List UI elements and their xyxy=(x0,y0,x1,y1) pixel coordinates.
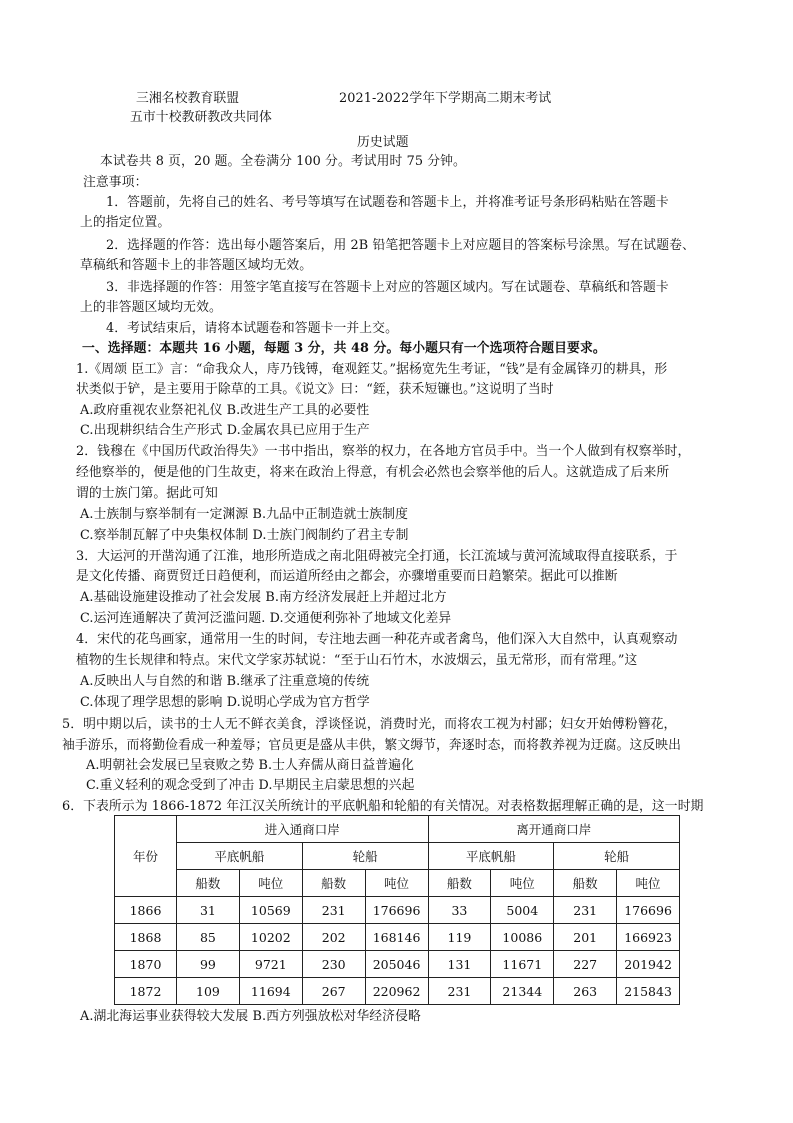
table-header-row xyxy=(115,816,680,843)
header-exam: 2021-2022学年下学期高二期末考试 xyxy=(339,91,552,106)
table-cell: 201942 xyxy=(617,951,680,978)
q6-options-ab: A.湖北海运事业获得较大发展 B.西方列强放松对华经济侵略 xyxy=(80,1009,421,1024)
table-cell: 166923 xyxy=(617,924,680,951)
q3-options-ab: A.基础设施建设推动了社会发展 B.南方经济发展赶上并超过北方 xyxy=(80,590,447,605)
table-cell: 10202 xyxy=(239,924,302,951)
q2-options-cd: C.察举制瓦解了中央集权体制 D.士族门阀制约了君主专制 xyxy=(80,528,409,543)
q4-text: 4．宋代的花鸟画家，通常用一生的时间，专注地去画一种花卉或者禽鸟，他们深入大自然中，认真观察动 xyxy=(76,632,678,647)
table-cell: 99 xyxy=(177,951,240,978)
note-4: 4．考试结束后，请将本试题卷和答题卡一并上交。 xyxy=(106,321,398,336)
table-row xyxy=(115,951,680,978)
ship-statistics-table xyxy=(114,815,680,1005)
header-enter-junk: 平底帆船 xyxy=(177,843,303,870)
cell-year: 1872 xyxy=(115,978,177,1005)
table-cell: 231 xyxy=(554,897,617,924)
table-cell: 231 xyxy=(428,978,491,1005)
table-cell: 168146 xyxy=(365,924,428,951)
q3-options-cd: C.运河连通解决了黄河泛滥问题. D.交通便利弥补了地域文化差异 xyxy=(80,611,452,626)
table-cell: 85 xyxy=(177,924,240,951)
q2-text-cont: 经他察举的，便是他的门生故吏，将来在政治上得意，有机会必然也会察举他的后人。这就造成了后来所 xyxy=(76,465,670,480)
table-cell: 267 xyxy=(302,978,365,1005)
header-leave-steam: 轮船 xyxy=(554,843,680,870)
header-count: 船数 xyxy=(302,870,365,897)
q1-options-ab: A.政府重视农业祭祀礼仪 B.改进生产工具的必要性 xyxy=(80,403,370,418)
note-2: 2．选择题的作答：选出每小题答案后，用 2B 铅笔把答题卡上对应题目的答案标号涂黑。写在试题卷、 xyxy=(106,238,695,253)
table-subheader-row xyxy=(115,870,680,897)
header-count: 船数 xyxy=(428,870,491,897)
table-cell: 10569 xyxy=(239,897,302,924)
q4-options-cd: C.体现了理学思想的影响 D.说明心学成为官方哲学 xyxy=(80,695,370,710)
table-cell: 205046 xyxy=(365,951,428,978)
table-cell: 215843 xyxy=(617,978,680,1005)
table-cell: 9721 xyxy=(239,951,302,978)
page-title: 历史试题 xyxy=(357,135,409,150)
q3-text: 3．大运河的开凿沟通了江淮，地形所造成之南北阻碍被完全打通，长江流域与黄河流域取得直接联系，于 xyxy=(76,549,678,564)
note-3-cont: 上的非答题区域均无效。 xyxy=(80,300,222,315)
header-leave-junk: 平底帆船 xyxy=(428,843,554,870)
table-row xyxy=(115,978,680,1005)
header-count: 船数 xyxy=(554,870,617,897)
q1-options-cd: C.出现耕织结合生产形式 D.金属农具已应用于生产 xyxy=(80,423,370,438)
table-cell: 176696 xyxy=(365,897,428,924)
table-cell: 202 xyxy=(302,924,365,951)
q2-options-ab: A.士族制与察举制有一定渊源 B.九品中正制造就士族制度 xyxy=(80,507,408,522)
cell-year: 1868 xyxy=(115,924,177,951)
table-cell: 119 xyxy=(428,924,491,951)
q2-text-cont2: 谓的士族门第。据此可知 xyxy=(76,486,218,501)
header-tonnage: 吨位 xyxy=(491,870,554,897)
table-cell: 11671 xyxy=(491,951,554,978)
table-subheader-row xyxy=(115,843,680,870)
cell-year: 1870 xyxy=(115,951,177,978)
section-heading: 一、选择题：本题共 16 小题，每题 3 分，共 48 分。每小题只有一个选项符合题目要求。 xyxy=(82,341,606,356)
q3-text-cont: 是文化传播、商贾贸迁日趋便利，而运道所经由之都会，亦骤增重要而日趋繁荣。据此可以推断 xyxy=(76,569,618,584)
header-tonnage: 吨位 xyxy=(617,870,680,897)
table-cell: 227 xyxy=(554,951,617,978)
q1-text: 1.《周颂 臣工》言：“命我众人，庤乃钱镈，奄观銍艾。”据杨宽先生考证，“钱”是有金属锋刃的耕具，形 xyxy=(76,362,668,377)
table-cell: 31 xyxy=(177,897,240,924)
note-1-cont: 上的指定位置。 xyxy=(80,215,171,230)
table-cell: 131 xyxy=(428,951,491,978)
header-enter: 进入通商口岸 xyxy=(177,816,429,843)
q4-options-ab: A.反映出人与自然的和谐 B.继承了注重意境的传统 xyxy=(80,674,370,689)
q5-options-ab: A.明朝社会发展已呈衰败之势 B.士人弃儒从商日益普遍化 xyxy=(86,758,414,773)
table-cell: 5004 xyxy=(491,897,554,924)
note-1: 1．答题前，先将自己的姓名、考号等填写在试题卷和答题卡上，并将准考证号条形码粘贴在答题卡 xyxy=(106,195,669,210)
table-cell: 176696 xyxy=(617,897,680,924)
exam-intro: 本试卷共 8 页，20 题。全卷满分 100 分。考试用时 75 分钟。 xyxy=(100,154,466,169)
q5-text-cont: 袖手游乐，而将勤俭看成一种羞辱；官员更是盛从丰供，繁文缛节，奔逐时态，而将教养视为迂腐。这反映出 xyxy=(62,738,682,753)
table-cell: 33 xyxy=(428,897,491,924)
q5-options-cd: C.重义轻利的观念受到了冲击 D.早期民主启蒙思想的兴起 xyxy=(86,778,415,793)
table-cell: 230 xyxy=(302,951,365,978)
q1-text-cont: 状类似于铲，是主要用于除草的工具。《说文》曰：“銍，获禾短镰也。”这说明了当时 xyxy=(76,382,554,397)
table-cell: 10086 xyxy=(491,924,554,951)
header-tonnage: 吨位 xyxy=(365,870,428,897)
cell-year: 1866 xyxy=(115,897,177,924)
note-3: 3．非选择题的作答：用签字笔直接写在答题卡上对应的答题区域内。写在试题卷、草稿纸和答题卡 xyxy=(106,280,669,295)
table-cell: 11694 xyxy=(239,978,302,1005)
notes-title: 注意事项： xyxy=(83,175,148,190)
table-cell: 220962 xyxy=(365,978,428,1005)
q4-text-cont: 植物的生长规律和特点。宋代文学家苏轼说：“至于山石竹木，水波烟云，虽无常形，而有常理。”这 xyxy=(76,653,638,668)
table-cell: 21344 xyxy=(491,978,554,1005)
table-row xyxy=(115,897,680,924)
table-cell: 263 xyxy=(554,978,617,1005)
note-2-cont: 草稿纸和答题卡上的非答题区域均无效。 xyxy=(80,258,313,273)
q6-text: 6．下表所示为 1866-1872 年江汉关所统计的平底帆船和轮船的有关情况。对表格数据理解正确的是，这一时期 xyxy=(62,799,704,814)
table-cell: 201 xyxy=(554,924,617,951)
header-org1: 三湘名校教育联盟 xyxy=(136,91,240,106)
header-tonnage: 吨位 xyxy=(239,870,302,897)
q5-text: 5．明中期以后，读书的士人无不鲜衣美食，浮谈怪说，消费时光，而将农工视为村鄙；妇女开始傅粉簪花， xyxy=(62,717,677,732)
header-enter-steam: 轮船 xyxy=(302,843,428,870)
header-leave: 离开通商口岸 xyxy=(428,816,680,843)
q2-text: 2．钱穆在《中国历代政治得失》一书中指出，察举的权力，在各地方官员手中。当一个人做到有权察举时， xyxy=(76,444,691,459)
header-org2: 五市十校教研教改共同体 xyxy=(130,110,272,125)
table-cell: 231 xyxy=(302,897,365,924)
table-row xyxy=(115,924,680,951)
header-year: 年份 xyxy=(115,816,177,897)
table-cell: 109 xyxy=(177,978,240,1005)
header-count: 船数 xyxy=(177,870,240,897)
